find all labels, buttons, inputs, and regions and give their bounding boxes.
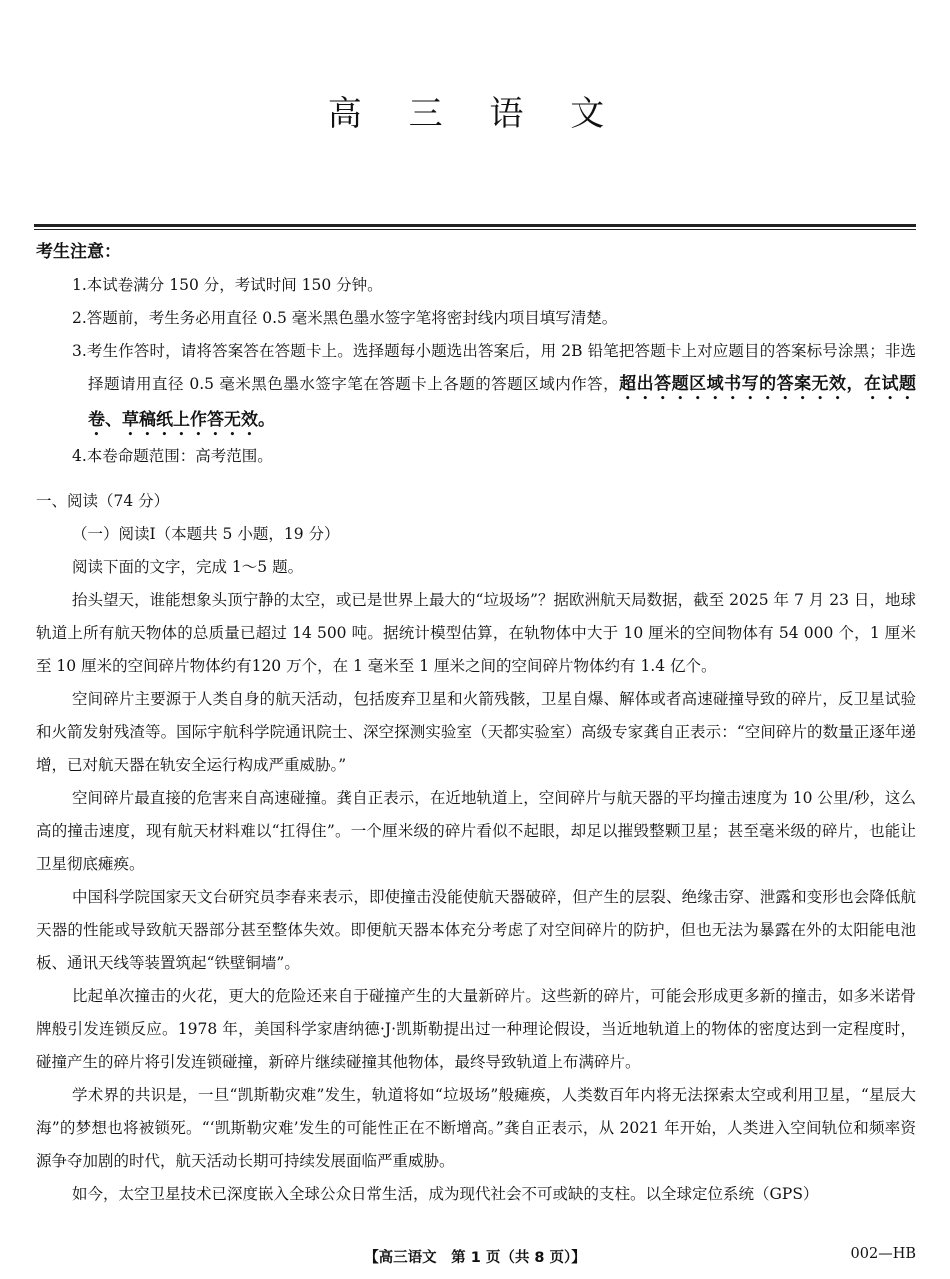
- section-instruction: 阅读下面的文字，完成 1～5 题。: [72, 558, 304, 576]
- passage-paragraph-6: 学术界的共识是，一旦“凯斯勒灾难”发生，轨道将如“垃圾场”般瘫痪，人类数百年内将无法探索太空或利用卫星，“星辰大海”的梦想也将被锁死。“‘凯斯勒灾难’发生的可能性正在不断增高。”龚自正表示，从 2021 年开始，人类进入空间轨位和频率资源争夺加剧的时代，航天活动长期可持续发展面临严重威胁。: [36, 1086, 916, 1170]
- page-title: 高 三 语 文: [327, 94, 623, 134]
- document-body: [36, 236, 916, 1211]
- passage-paragraph-4: 中国科学院国家天文台研究员李春来表示，即使撞击没能使航天器破碎，但产生的层裂、绝缘击穿、泄露和变形也会降低航天器的性能或导致航天器部分甚至整体失效。即便航天器本体充分考虑了对空间碎片的防护，但也无法为暴露在外的太阳能电池板、通讯天线等装置筑起“铁壁铜墙”。: [36, 888, 916, 972]
- section-heading: 一、阅读（74 分）: [36, 492, 170, 510]
- notice-item-4: 4.本卷命题范围：高考范围。: [72, 447, 273, 465]
- header-divider: [34, 224, 916, 227]
- footer-page-label: 【高三语文 第 1 页（共 8 页）】: [364, 1250, 586, 1266]
- notice-emphasis: 超出答题区域书写的答案无效，在试题卷、草稿纸上作答无效。: [88, 374, 917, 430]
- notice-heading: 考生注意：: [36, 242, 121, 262]
- passage-paragraph-7: 如今，太空卫星技术已深度嵌入全球公众日常生活，成为现代社会不可或缺的支柱。以全球定位系统（GPS）: [72, 1185, 819, 1203]
- notice-item-1: 1.本试卷满分 150 分，考试时间 150 分钟。: [72, 276, 383, 294]
- notice-item-3: [36, 335, 916, 440]
- notice-list: [36, 269, 916, 473]
- passage-paragraph-3: 空间碎片最直接的危害来自高速碰撞。龚自正表示，在近地轨道上，空间碎片与航天器的平均撞击速度为 10 公里/秒，这么高的撞击速度，现有航天材料难以“扛得住”。一个厘米级的碎片看似不起眼，却足以摧毁整颗卫星；甚至毫米级的碎片，也能让卫星彻底瘫痪。: [36, 789, 916, 873]
- notice-item-3-text: 3.考生作答时，请将答案答在答题卡上。选择题每小题选出答案后，用 2B 铅笔把答题卡上对应题目的答案标号涂黑；非选择题请用直径 0.5 毫米黑色墨水签字笔在答题卡上各题的答题区域内作答，: [72, 342, 916, 393]
- section-subheading: （一）阅读Ⅰ（本题共 5 小题，19 分）: [72, 525, 340, 543]
- passage-paragraph-5: 比起单次撞击的火花，更大的危险还来自于碰撞产生的大量新碎片。这些新的碎片，可能会形成更多新的撞击，如多米诺骨牌般引发连锁反应。1978 年，美国科学家唐纳德·J·凯斯勒提出过一种理论假设，当近地轨道上的物体的密度达到一定程度时，碰撞产生的碎片将引发连锁碰撞，新碎片继续碰撞其他物体，最终导致轨道上布满碎片。: [36, 987, 916, 1071]
- page-footer: [0, 1246, 950, 1272]
- footer-code: 002—HB: [850, 1246, 916, 1262]
- passage-paragraph-1: 抬头望天，谁能想象头顶宁静的太空，或已是世界上最大的“垃圾场”？据欧洲航天局数据，截至 2025 年 7 月 23 日，地球轨道上所有航天物体的总质量已超过 14 500 吨。据统计模型估算，在轨物体中大于 10 厘米的空间物体有 54 000 个，1 厘米至 10 厘米的空间碎片物体约有120 万个，在 1 毫米至 1 厘米之间的空间碎片物体约有 1.4 亿个。: [36, 591, 916, 675]
- passage-paragraph-2: 空间碎片主要源于人类自身的航天活动，包括废弃卫星和火箭残骸，卫星自爆、解体或者高速碰撞导致的碎片，反卫星试验和火箭发射残渣等。国际宇航科学院通讯院士、深空探测实验室（天都实验室）高级专家龚自正表示：“空间碎片的数量正逐年递增，已对航天器在轨安全运行构成严重威胁。”: [36, 690, 916, 774]
- notice-item-2: 2.答题前，考生务必用直径 0.5 毫米黑色墨水签字笔将密封线内项目填写清楚。: [72, 309, 618, 327]
- header-divider-thin: [34, 229, 916, 230]
